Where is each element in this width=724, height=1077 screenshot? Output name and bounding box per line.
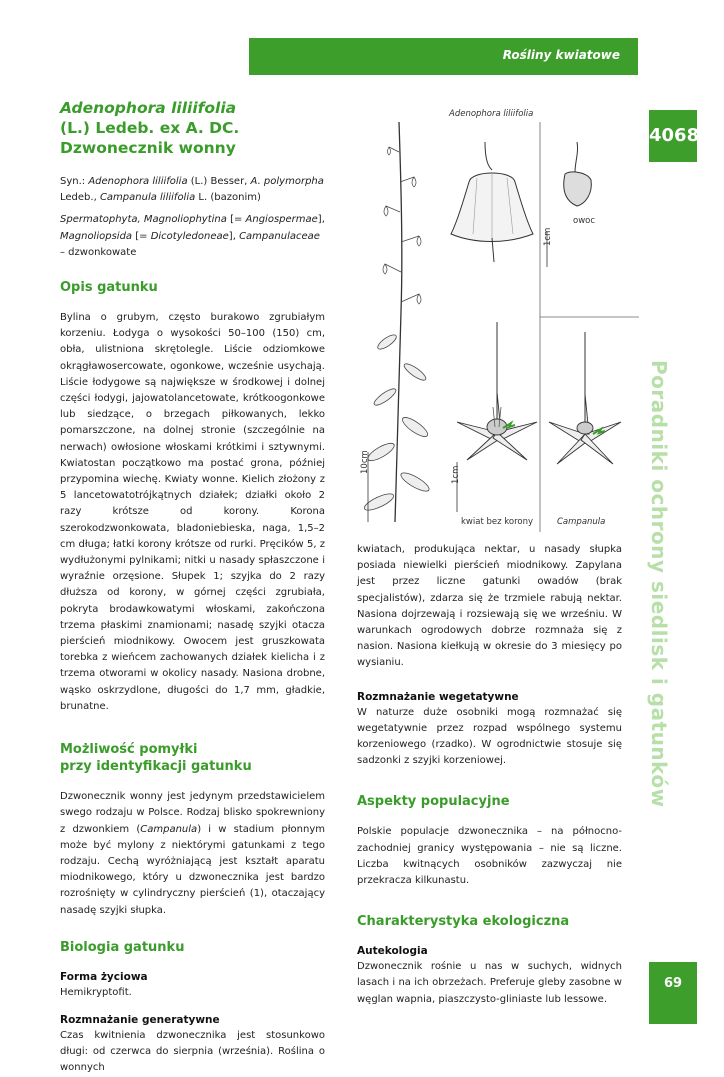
scale-1cm-b: 1cm: [451, 465, 461, 484]
figure-label-species: Adenophora liliifolia: [449, 109, 534, 119]
heading-pomylka: [60, 741, 325, 775]
species-title: [60, 98, 325, 158]
syn-text-3: L. (bazonim): [195, 192, 261, 204]
tax-t5: – dzwonkowate: [60, 246, 137, 258]
heading-pomylka-line1: Możliwość pomyłki: [60, 742, 198, 758]
polish-name: Dzwonecznik wonny: [60, 139, 236, 157]
pomylka-t1: Dzwonecznik wonny jest jedynym przedstawicielem swego rodzaju w Polsce. Rodzaj blisko spokrewniony z dzwonkiem (: [60, 791, 325, 835]
section-header-label: Rośliny kwiatowe: [502, 48, 620, 62]
section-header-bar: [249, 38, 638, 75]
tax-t2: ],: [317, 214, 325, 226]
gen-label: Rozmnażanie generatywne: [60, 1013, 220, 1026]
left-column: [60, 98, 325, 1077]
tax-1: Spermatophyta, Magnoliophytina: [60, 214, 227, 226]
auto-text: Dzwonecznik rośnie u nas w suchych, widnych lasach i na ich obrzeżach. Preferuje gleby zasobne w węglan wapnia, piaszczysto-gliniaste lub lessowe.: [357, 961, 622, 1005]
scale-1cm-a: 1cm: [543, 227, 553, 246]
tax-3: Magnoliopsida: [60, 230, 133, 242]
side-title-text: Poradniki ochrony siedlisk i gatunków: [647, 360, 671, 808]
heading-opis: Opis gatunku: [60, 280, 158, 296]
syn-text-2: Ledeb.,: [60, 192, 100, 204]
heading-ekologia: Charakterystyka ekologiczna: [357, 914, 570, 930]
aspekty-text: Polskie populacje dzwonecznika – na północno-zachodniej granicy występowania – nie są liczne. Liczba kwitnących osobników zazwyczaj nie przekracza kilkunastu.: [357, 826, 622, 887]
pomylka-it1: Campanula: [140, 823, 198, 835]
right-column: [357, 542, 622, 1008]
tax-t3: [=: [132, 230, 151, 242]
veg-label: Rozmnażanie wegetatywne: [357, 690, 519, 703]
forma-text: Hemikryptofit.: [60, 986, 132, 998]
tax-t1: [=: [226, 214, 246, 226]
tax-t4: ],: [228, 230, 240, 242]
taxonomy: [60, 212, 325, 261]
tax-4: Dicotyledoneae: [150, 230, 229, 242]
syn-text-1: (L.) Besser,: [187, 176, 251, 187]
figure-label-campanula: Campanula: [557, 517, 606, 527]
syn-name-2: A. polymorpha: [250, 176, 324, 187]
pomylka-text: [60, 789, 325, 919]
pomylka-t2: ) i w stadium płonnym może być mylony z niektórymi gatunkami z tego rodzaju. Cechą wyróżniającą jest kształt aparatu miodnikowego, który u dzwonecznika jest bardzo rozrośnięty w cylindryczny pierścień (1), otaczający nasadę szyjki słupka.: [60, 823, 325, 916]
syn-name-1: Adenophora liliifolia: [88, 176, 188, 187]
heading-aspekty: Aspekty populacyjne: [357, 794, 510, 810]
figure-label-fruit: owoc: [573, 216, 596, 226]
plant-drawing: [357, 122, 639, 532]
scale-10cm: 10cm: [360, 450, 370, 474]
species-code-badge: 4068: [649, 110, 697, 162]
tax-2: Angiospermae: [245, 214, 318, 226]
authors: (L.) Ledeb. ex A. DC.: [60, 119, 240, 137]
page-number: 69: [649, 962, 697, 1024]
botanical-figure: [357, 109, 639, 532]
heading-pomylka-line2: przy identyfikacji gatunku: [60, 759, 252, 775]
auto-label: Autekologia: [357, 945, 428, 958]
latin-name: Adenophora liliifolia: [60, 99, 237, 117]
forma-label: Forma życiowa: [60, 970, 148, 983]
syn-name-3: Campanula liliifolia: [99, 192, 196, 204]
tax-5: Campanulaceae: [239, 230, 320, 242]
side-title: [647, 360, 691, 808]
gen-text-right: kwiatach, produkująca nektar, u nasady słupka posiada niewielki pierścień miodnikowy. Zapylana jest przez liczne gatunki owadów (brak specjalistów), zdarza się że trzmiele rabują nektar. Nasiona dojrzewają i rozsiewają się we wrześniu. W warunkach ogrodowych dobrze rozmnaża się z nasion. Nasiona kiełkują w okresie do 3 miesięcy po wysianiu.: [357, 544, 622, 669]
gen-text-left: Czas kwitnienia dzwonecznika jest stosunkowo długi: od czerwca do sierpnia (września). Roślina o wonnych: [60, 1029, 325, 1074]
syn-prefix: Syn.:: [60, 176, 89, 187]
veg-text: W naturze duże osobniki mogą rozmnażać się wegetatywnie przez rozpad wspólnego systemu korzeniowego (rzadko). W ogrodnictwie stosuje się sadzonki z szyjki korzeniowej.: [357, 706, 622, 767]
figure-label-flower: kwiat bez korony: [461, 517, 534, 527]
opis-text: Bylina o grubym, często burakowo zgrubiałym korzeniu. Łodyga o wysokości 50–100 (150) cm, obła, ulistniona skrętolegle. Liście odziomkowe okrągławosercowate, ogonkowe, wcześnie usychają. Liście łodygowe są największe w środkowej i dolnej części łodygi, jajowatolancetowate, krótkoogonkowe lub siedzące, o brzegach piłkowanych, lekko pomarszczone, na dolnej stronie (szczególnie na nerwach) owłosione włoskami krótkimi i sztywnymi. Kwiatostan początkowo ma postać grona, później przypomina wiechę. Kwiaty wonne. Kielich złożony z 5 lancetowatotrójkątnych działek; działki około 2 razy krótsze od korony. Korona szerokodzwonkowata, bladoniebieska, naga, 1,5–2 cm długa; łatki korony krótsze od rurki. Pręcików 5, z wydłużonymi pylnikami; nitki u nasady spłaszczone i wyraźnie orzęsione. Słupek 1; szyjka do 2 razy dłuższa od korony, w górnej części zgrubiała, pokryta brodawkowatymi włoskami, zakończona trzema płaskimi znamionami; nasadę szyjki otacza pierścień miodnikowy. Owocem jest gruszkowata torebka z wieńcem zachowanych działek kielicha i z trzema otworami w okolicy nasady. Nasiona drobne, wąsko oskrzydlone, długości do 1,7 mm, gładkie, brunatne.: [60, 312, 325, 712]
synonyms: [60, 174, 325, 206]
heading-biologia: Biologia gatunku: [60, 939, 185, 955]
